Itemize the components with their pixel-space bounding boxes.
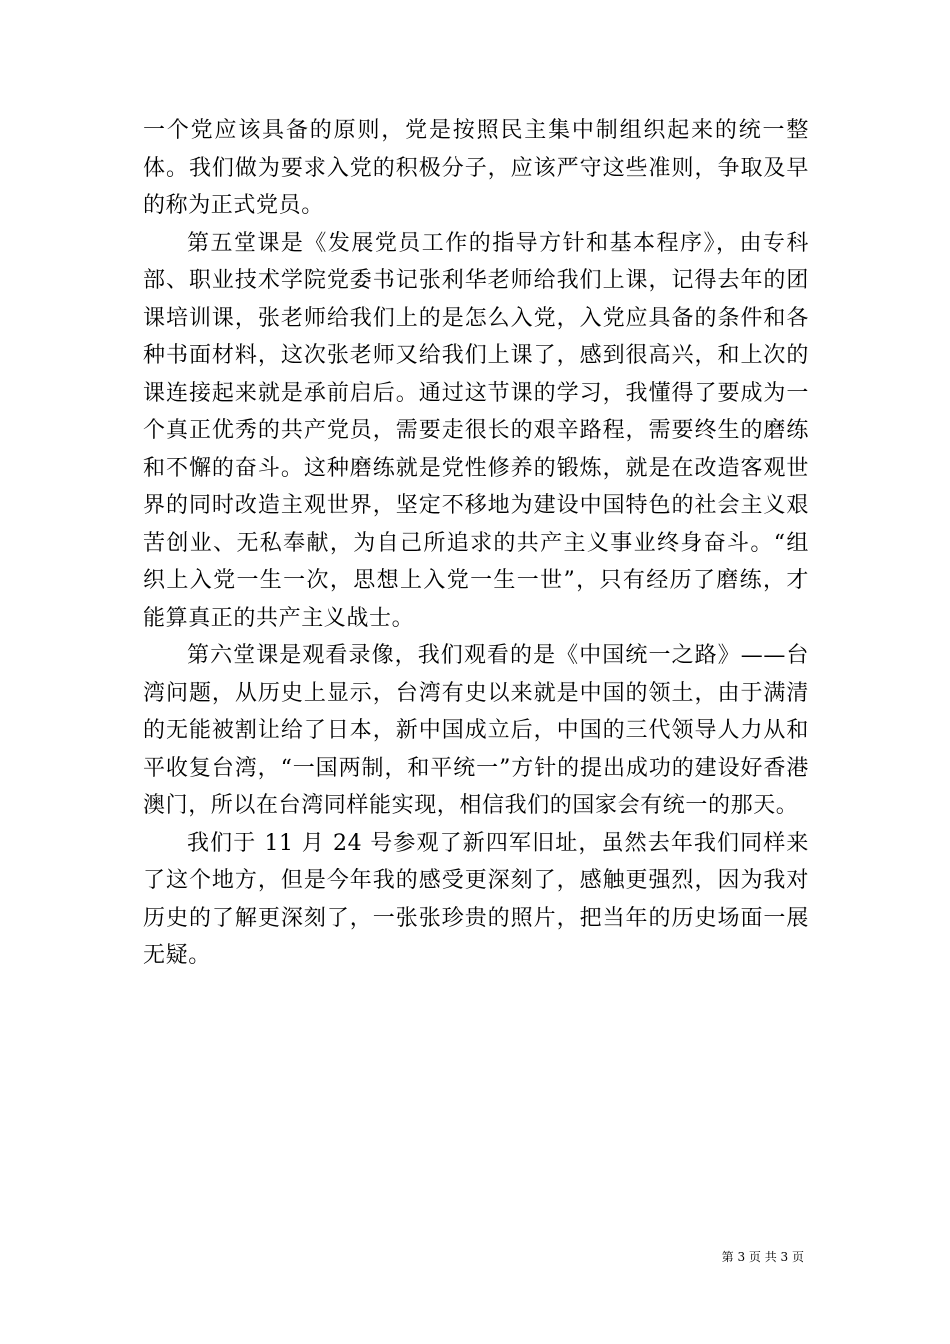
paragraph-4: 我们于 11 月 24 号参观了新四军旧址，虽然去年我们同样来了这个地方，但是今年我的感受更深刻了，感触更强烈，因为我对历史的了解更深刻了，一张张珍贵的照片，把当年的历史场面一展无疑。 [143,830,809,968]
paragraph-3: 第六堂课是观看录像，我们观看的是《中国统一之路》——台湾问题，从历史上显示，台湾有史以来就是中国的领土，由于满清的无能被割让给了日本，新中国成立后，中国的三代领导人力从和平收复台湾，“一国两制，和平统一”方针的提出成功的建设好香港澳门，所以在台湾同样能实现，相信我们的国家会有统一的那天。 [143,643,809,818]
paragraph-2: 第五堂课是《发展党员工作的指导方针和基本程序》，由专科部、职业技术学院党委书记张利华老师给我们上课，记得去年的团课培训课，张老师给我们上的是怎么入党，入党应具备的条件和各种书面材料，这次张老师又给我们上课了，感到很高兴，和上次的课连接起来就是承前启后。通过这节课的学习，我懂得了要成为一个真正优秀的共产党员，需要走很长的艰辛路程，需要终生的磨练和不懈的奋斗。这种磨练就是党性修养的锻炼，就是在改造客观世界的同时改造主观世界，坚定不移地为建设中国特色的社会主义艰苦创业、无私奉献，为自己所追求的共产主义事业终身奋斗。“组织上入党一生一次，思想上入党一生一世”，只有经历了磨练，才能算真正的共产主义战士。 [143,230,809,631]
document-body [143,112,809,975]
paragraph-1: 一个党应该具备的原则，党是按照民主集中制组织起来的统一整体。我们做为要求入党的积极分子，应该严守这些准则，争取及早的称为正式党员。 [143,118,809,218]
page-number-footer: 第 3 页 共 3 页 [721,1250,804,1264]
